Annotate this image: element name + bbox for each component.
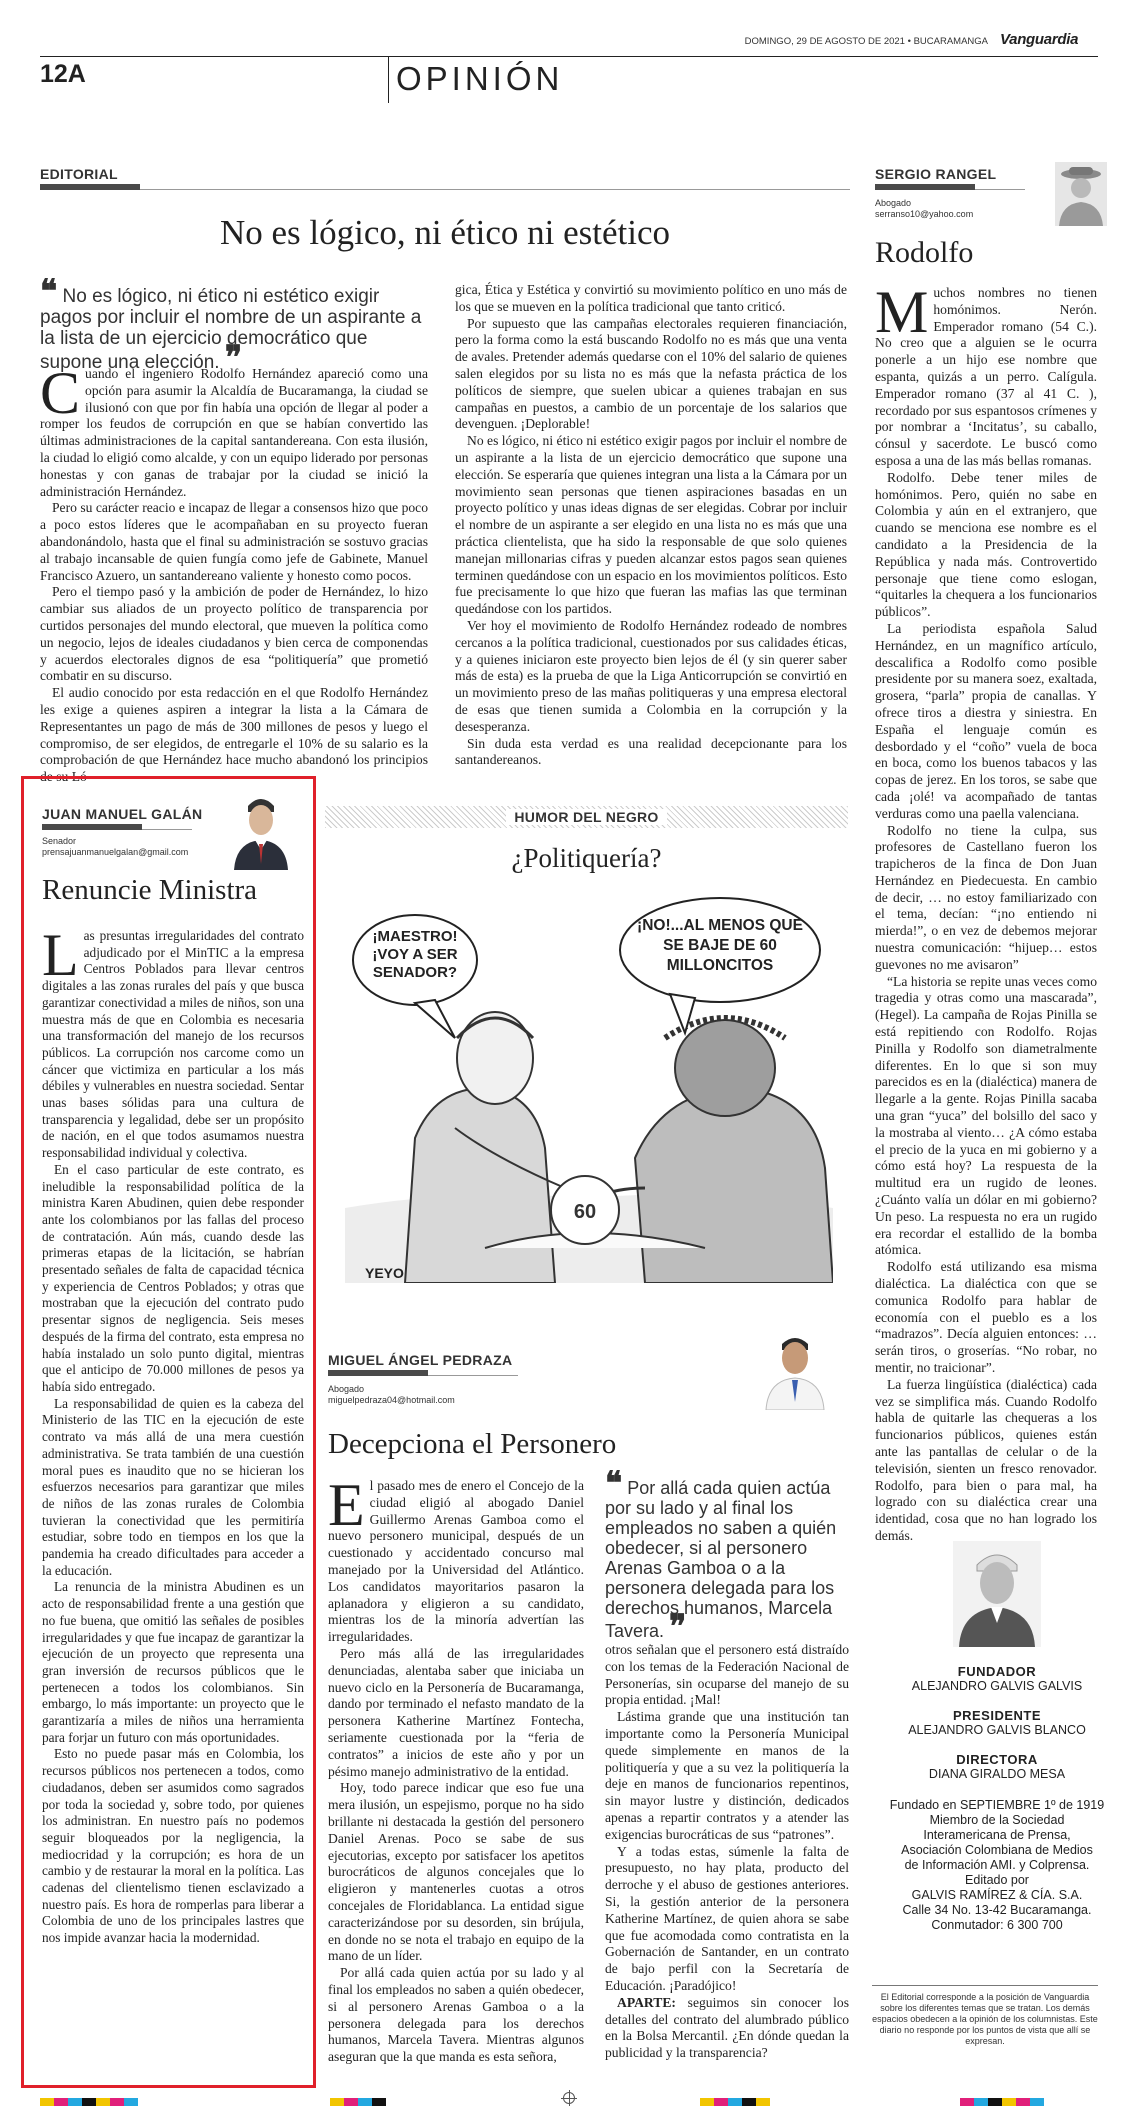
author-tag: JUAN MANUEL GALÁN [42,806,203,822]
paragraph: Pero más allá de las irregularidades denunciadas, alentaba saber que iniciaba un nuevo ciclo en la Personería de Bucaramanga, dando por terminado el nefasto mandato de la personera Katherine Martínez Fontecha, seriamente cuestionada por la “feria de contratos” a inicios de este año y por un pésimo manejo administrativo de la entidad. [328,1645,584,1779]
author-photo [762,1328,828,1410]
paragraph: La fuerza lingüística (dialéctica) cada vez se simplifica más. Cuando Rodolfo habla de quitarle las chequeras a los funcionarios públicos, quienes están ante las pantallas de celular o de la televisión, sienten un fresco renovador. Rodolfo, para bien o para mal, ha logrado con su dialéctica crear una identidad, cosa que no han logrado los demás. [875,1376,1097,1543]
paragraph: Y a todas estas, súmenle la falta de presupuesto, no hay plata, producto del derroche y el abuso de gestiones anteriores. Si, la gestión anterior de la personera Katherine Martínez, de quien ahora se sabe que fue acomodada como contratista en la Gobernación de Santander, en un contrato de bajo perfil con la Secretaría de Educación. ¡Paradójico! [605,1843,849,1993]
paragraph: otros señalan que el personero está distraído con los temas de la Federación Nacional de Personerías, sin ocuparse del manejo de su propia entidad. ¡Mal! [605,1642,849,1708]
header-rule [40,56,1098,57]
aparte-text: seguimos sin conocer los detalles del contrato del alumbrado público en la Bolsa Mercantil. ¿En dónde quedan la publicidad y la transparencia? [605,1994,849,2061]
presidente-name: ALEJANDRO GALVIS BLANCO [908,1723,1086,1737]
founded-text: Fundado en SEPTIEMBRE 1º de 1919 [889,1798,1105,1812]
pedraza-col1 [328,1472,584,2066]
section-title: OPINIÓN [396,60,564,97]
paragraph: En el caso particular de este contrato, es ineludible la responsabilidad política de la ministra Karen Abudinen, quien debe responder ante los colombianos por las fallas del proceso de contratación. Aún más, cuando desde las primeras etapas de la licitación, se habrían presentado señales de falta de capacidad técnica y experiencia de Centros Poblados; y otras que mostraban que la ejecución del contrato pudo presentar signos de negligencia. Seis meses después de la firma del contrato, esta empresa no había instalado un solo punto digital, mientras que el anticipo de 70.000 millones de pesos ya había sido entregado. [42,1161,304,1394]
author-tag: MIGUEL ÁNGEL PEDRAZA [328,1352,513,1368]
author-email: prensajuanmanuelgalan@gmail.com [42,847,189,857]
cartoon-title: ¿Politiquería? [511,843,662,873]
paragraph: as presuntas irregularidades del contrato adjudicado por el MinTIC a la empresa Centros Poblados para llevar centros digitales a las zonas rurales del país y que busca garantizar conectividad a miles de niños, son una muestra más de que en Colombia es necesaria una transformación del manejo de los recursos públicos. La corrupción nos carcome como un cáncer que victimiza en particular a los más débiles y vulnerables en nuestra sociedad. Sentar unas bases sólidas para una cultura de transparencia y legalidad, debe ser un propósito de nación, en el que todos asumamos nuestra responsabilidad individual y colectiva. [42,928,304,1161]
column-title: Rodolfo [875,236,974,269]
paragraph: Esto no puede pasar más en Colombia, los recursos públicos nos pertenecen a todos, como ciudadanos, deben ser asumidos como sagrados por toda la sociedad y, sobre todo, por quienes los administran. En nuestro país no podemos seguir bloqueados por la negligencia, la mediocridad y la corrupción; es hora de un cambio y de restaurar la moral en la política. Las cadenas del clientelismo tienen esclavizado a nuestro país. Es hora de romperlas para liberar a Colombia de uno de los principales lastres que nos impide avanzar hacia la modernidad. [42,1746,304,1946]
paragraph: La renuncia de la ministra Abudinen es un acto de responsabilidad frente a una gestión que no fue buena, que omitió las señales de posibles irregularidades y que fue incapaz de garantizar la ejecución de un proyecto que representa una gran inversión de recursos públicos que le pertenecen a todos los colombianos. Sin embargo, lo más importante: un proyecto que le garantizaría a miles de niños una herramienta para forjar un futuro con más oportunidades. [42,1579,304,1745]
disclaimer: El Editorial corresponde a la posición de Vanguardia sobre los diferentes temas que se tratan. Los demás espacios obedecen a la opinión de los columnistas. Este diario no responde por los puntos de vista que allí se expresan. [872,1992,1098,2046]
humor-tag: HUMOR DEL NEGRO [506,809,666,825]
cartoon [345,888,833,1283]
editorial-tag-bar [40,166,850,190]
pedraza-pullquote: ❝ Por allá cada quien actúa por su lado y al final los empleados no saben a quién obedecer, si al personero Arenas Gamboa o a la personera delegada para los derechos humanos, Marcela Tavera. ❞ [605,1465,837,1644]
paragraph: Rodolfo. Debe tener miles de homónimos. Pero, quién no sabe en Colombia y aún en el extranjero, que cuando se menciona ese nombre es el candidato a la Presidencia de la República y nada más. Controvertido personaje que tiene como eslogan, “quitarles la chequera a los funcionarios públicos”. [875,469,1097,620]
author-email: miguelpedraza04@hotmail.com [328,1395,455,1405]
fundador-name: ALEJANDRO GALVIS GALVIS [911,1679,1083,1693]
color-bar [700,2098,770,2106]
paragraph: Por supuesto que las campañas electorales requieren financiación, pero la forma como la está buscando Rodolfo no es más que una venta de avales. Pretender además quedarse con el 10% del salario de quienes salen elegidos por su lista no es más que la nefasta práctica de los políticos de siempre, que suelen ubicar a quienes trabajan en sus campañas en puestos, a cambio de un porcentaje de los salarios que devenguen. ¡Deplorable! [455,315,847,432]
column-title: Decepciona el Personero [328,1428,617,1460]
paragraph: Sin duda esta verdad es una realidad decepcionante para los santandereanos. [455,735,847,768]
paragraph: Hoy, todo parece indicar que eso fue una mera ilusión, un espejismo, porque no ha sido brillante ni destacada la gestión del personero Daniel Arenas. Poco se sabe de sus ejecutorias, excepto por satisfacer los apetitos burocráticos de algunos concejales que lo eligieron y mantenerles cuotas a otros concejales de Floridablanca. La entidad sigue caracterizándose por su desorden, sin brújula, en donde no se nota el trabajo en equipo de la mano de un líder. [328,1780,584,1964]
paragraph: El audio conocido por esta redacción en el que Rodolfo Hernández les exige a quienes aspiren a integrar la lista a la Cámara de Representantes un pago de más de 300 millones de pesos y luego el compromiso, de ser elegidos, de entregarle el 10% de su salario es la comprobación de que Hernández hace mucho abandonó los principios de su Ló- [40,685,428,785]
pedraza-col2 [605,1642,849,2062]
paragraph: Pero su carácter reacio e incapaz de llegar a consensos hizo que poco a poco estos líderes que le acompañaban en su proyecto fueran abandonándolo, hasta que el final su administración se sostuvo gracias al trabajo incansable de quien fungía como jefe de Gabinete, Manuel Francisco Azuero, un santandereano valiente y honesto como pocos. [40,500,428,583]
publisher-phone: Conmutador: 6 300 700 [931,1918,1063,1932]
staff-box: FUNDADOR ALEJANDRO GALVIS GALVIS PRESIDENTE ALEJANDRO GALVIS BLANCO DIRECTORA DIANA GIRALDO MESA Fundado en SEPTIEMBRE 1º de 1919 Miembro de la Sociedad Interamericana de Prensa, Asociación Colombiana de Medios de Información AMI. y Colprensa. Editado por GALVIS RAMÍREZ & CÍA. S.A. Calle 34 No. 13-42 Bucaramanga. Conmutador: 6 300 700 [872,1664,1122,1933]
rangel-body [875,279,1097,1545]
page-number: 12A [40,60,86,88]
color-bar [40,2098,138,2106]
drop-cap: L [42,922,79,988]
presidente-label: PRESIDENTE [952,1708,1042,1723]
crystal-ball-text: 60 [573,1201,597,1223]
author-tag: SERGIO RANGEL [875,166,997,182]
color-bar [330,2098,386,2106]
paragraph: No es lógico, ni ético ni estético exigir pagos por incluir el nombre de un aspirante a la lista de un ejercicio democrático que supone una elección. Se esperaría que quienes integran una lista a la Cámara por un movimiento sean personas que tienen aspiraciones basadas en un proyecto político y unas ideas dignas de ser elegidas. Cobrar por incluir el nombre de un aspirante a ser elegido en una lista no es más que una práctica clientelista, que ha sido la responsable de que solo quienes manejan millonarias cifras y pueden alcanzar estos pagos sean quienes terminen quedándose con un espacio en los movimientos políticos. Esto fue precisamente lo que hizo que fueran las mafias las que terminan quedándose con los partidos. [455,433,847,617]
paragraph: Rodolfo está utilizando esa misma dialéctica. La dialéctica con que se comunica Rodolfo para hablar de economía con el pueblo es a los “madrazos”. Decía alguien entonces: … serán tiros, o groserías. “No robar, no mentir, no traicionar”. [875,1259,1097,1375]
paragraph: Pero el tiempo pasó y la ambición de poder de Hernández, lo hizo cambiar sus aliados de un proyecto político de transparencia por curtidos personajes del mundo electoral, que mueven la política como un negocio, lejos de ideales ciudadanos y bien cerca de componendas y acuerdos electorales dignos de esa “politiquería” que prometió combatir en su discurso. [40,584,428,684]
registration-mark-icon [563,2092,575,2104]
drop-cap: E [328,1472,365,1538]
quote-close-icon: ❞ [669,1608,687,1644]
author-email: serranso10@yahoo.com [875,209,974,219]
paragraph: Rodolfo no tiene la culpa, sus profesores de Castellano fueron los trapicheros de la finca de Don Juan Hernández en Piedecuesta. En cambio de decir, … no estoy familiarizado con el tema, decían: “¡no entiendo ni mierda!”, o en vez de debemos mejorar nuestra comunicación: “hijuep… estos guevones no me avisaron” [875,822,1097,972]
directora-label: DIRECTORA [956,1752,1038,1767]
drop-cap: C [40,360,81,426]
aparte-label: APARTE: [617,1994,676,2010]
color-bar [960,2098,1044,2106]
paragraph: Lástima grande que una institución tan importante como la Personería Municipal quede simplemente en manos de la politiquería y que a su vez la politiquería la deje en manos de funcionarios repentinos, sin mayor lustre y distinción, dedicados apenas a repartir contratos y a atender las exigencias burocráticas de sus “patrones”. [605,1709,849,1842]
author-photo [1055,162,1107,226]
editorial-col2 [455,282,847,769]
paragraph: La responsabilidad de quien es la cabeza del Ministerio de las TIC en la ejecución de este contrato va más allá de una mera cuestión administrativa. Se trata también de una cuestión moral pues es inaudito que no se hicieran los esfuerzos necesarios para garantizar que miles de niños de las zonas rurales de Colombia tuvieran la conectividad que les permitiría estudiar, sobre todo en tiempos en los que la pandemia ha creado dificultades para acceder a la educación. [42,1395,304,1578]
header-divider [388,57,389,103]
author-role: Abogado [328,1384,365,1394]
paragraph: uando el ingeniero Rodolfo Hernández apareció como una opción para asumir la Alcaldía de Bucaramanga, la ciudad se ilusionó con que por fin había una opción de llegar al poder a romper los feudos de corrupción en que se habían convertido las últimas administraciones de la capital santandereana. Con esta ilusión, la ciudad lo eligió como alcalde, y con un equipo liderado por personas honestas y con ganas de trabajar por la ciudad se inició la administración Hernández. [40,366,428,499]
brand-logo: Vanguardia [1000,31,1079,48]
paragraph: gica, Ética y Estética y convirtió su movimiento político en uno más de los que se mueven en la política tradicional que tanto criticó. [455,282,847,314]
paragraph: Por allá cada quien actúa por su lado y al final los empleados no saben a quién obedecer, si al personero Arenas Gamboa o a la personera delegada para los derechos humanos, Marcela Tavera. Mientras algunos aseguran que la que manda es esta señora, [328,1965,584,2065]
author-photo [230,792,292,870]
publisher-name: GALVIS RAMÍREZ & CÍA. S.A. [911,1888,1083,1902]
paragraph: La periodista española Salud Hernández, en un magnífico artículo, descalifica a Rodolfo como posible presidente por su manera soez, exaltada, grosera, “parla” propia de canallas. Y ofrece tiros a diestra y siniestra. En España el lenguaje común es desbordado y el “coño” vuela de boca en boca, como los buenos tabacos y las copas de jerez. En los toros, se sabe que cada ¡olé! va acompañado de tantas verduras como una paella valenciana. [875,620,1097,821]
header-date: DOMINGO, 29 DE AGOSTO DE 2021 • BUCARAMANGA [744,36,988,47]
pedraza-column [328,1352,848,1461]
fundador-label: FUNDADOR [957,1664,1037,1679]
publisher-address: Calle 34 No. 13-42 Bucaramanga. [902,1903,1092,1917]
editorial-col1 [40,360,428,786]
quote-close-icon: ❞ [224,339,243,375]
column-title: Renuncie Ministra [42,874,258,906]
founder-photo [953,1541,1041,1647]
directora-name: DIANA GIRALDO MESA [928,1767,1066,1781]
drop-cap: M [875,279,929,345]
quote-open-icon: ❝ [40,273,58,309]
rangel-column [875,166,1097,270]
humor-tag-bar [325,806,848,828]
author-role: Abogado [875,198,912,208]
author-role: Senador [42,836,77,846]
speech-bubble-2: ¡NO!...AL MENOS QUE SE BAJE DE 60 MILLONCITOS [637,917,803,974]
paragraph: Ver hoy el movimiento de Rodolfo Hernández rodeado de nombres cercanos a la política tradicional, cuestionados por sus calidades éticas, y a quienes iniciaron este proyecto bien lejos de él (y sin querer saber más de esta) es la prueba de que la Liga Anticorrupción se convirtió en un movimiento preso de las mañas politiqueras y una empresa electoral de esas que tienen sumida a Colombia en la corrupción y la desesperanza. [455,617,847,734]
editorial-title: No es lógico, ni ético ni estético [219,213,671,252]
quote-open-icon: ❝ [605,1465,623,1501]
paragraph: uchos nombres no tienen homónimos. Nerón. Emperador romano (54 C.). No creo que a alguien se le ocurra ponerle a un hijo ese nombre que espanta, quizás a un perro. Calígula. Emperador romano (37 al 41 C. ), recordado por sus espantosos crímenes y por nombrar a ‘Incitatus’, su caballo, cónsul y sacerdote. Le buscó como esposa a una de las más bellas romanas. [875,285,1097,468]
editorial-tag: EDITORIAL [40,166,118,182]
cartoon-signature: YEYO [365,1265,404,1281]
paragraph: l pasado mes de enero el Concejo de la ciudad eligió al abogado Daniel Guillermo Arenas Gamboa como el nuevo personero municipal, después de un cuestionado y accidentado concurso mal manejado por la Universidad del Atlántico. Los candidatos mayoritarios pasaron la aplanadora y eligieron a su candidato, mientras los de la minoría advertían las irregularidades. [328,1478,584,1645]
galan-column [42,806,304,907]
editorial-pullquote: ❝ No es lógico, ni ético ni estético exigir pagos por incluir el nombre de un aspirante a la lista de un ejercicio democrático que supone una elección. ❞ [40,273,422,375]
speech-bubble-1: ¡MAESTRO! ¡VOY A SER SENADOR? [372,928,458,981]
galan-body [42,922,304,1947]
paragraph: “La historia se repite unas veces como tragedia y otras como una mascarada”, (Hegel). La campaña de Rojas Pinilla se está repitiendo con Rodolfo. Rojas Pinilla y Rodolfo son diametralmente diferentes. En lo que si son muy parecidos es en la (dialéctica) manera de llegarle a la gente. Rojas Pinilla sacaba una gran “yuca” del bolsillo del saco y la mostraba al viento… ¿A cómo estaba el precio de la yuca en mi gobierno y a cómo está hoy? La respuesta de la multitud era un rugido de leones. ¿Cuánto valía un dólar en mi gobierno? Un peso. La respuesta no era un rugido era recordar el estallido de la bomba atómica. [875,973,1097,1258]
staff-divider [872,1985,1098,1986]
